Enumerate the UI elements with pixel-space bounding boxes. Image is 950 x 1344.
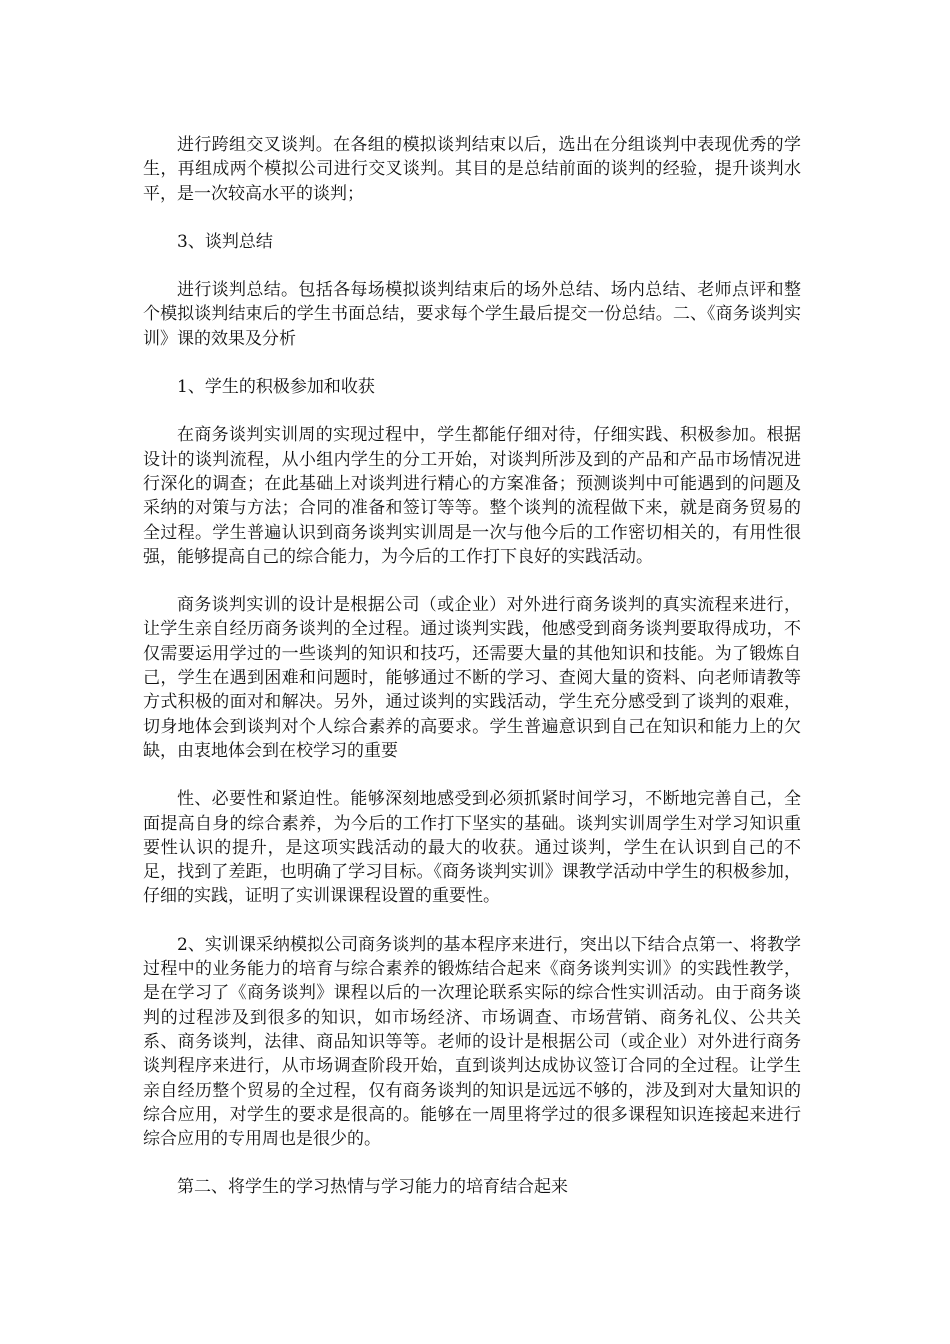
heading-enthusiasm-and-ability: 第二、将学生的学习热情与学习能力的培育结合起来 xyxy=(177,1177,568,1198)
paragraph-training-procedure: 2、实训课采纳模拟公司商务谈判的基本程序来进行，突出以下结合点第一、将教学过程中的业务能力的培育与综合素养的锻炼结合起来《商务谈判实训》的实践性教学，是在学习了《商务谈判》课程以后的一次理论联系实际的综合性实训活动。由于商务谈判的过程涉及到很多的知识，如市场经济、市场调查、市场营销、商务礼仪、公共关系、商务谈判，法律、商品知识等等。老师的设计是根据公司（或企业）对外进行商务谈判程序来进行，从市场调查阶段开始，直到谈判达成协议签订合同的全过程。让学生亲自经历整个贸易的全过程，仅有商务谈判的知识是远远不够的，涉及到对大量知识的综合应用，对学生的要求是很高的。能够在一周里将学过的很多课程知识连接起来进行综合应用的专用周也是很少的。 xyxy=(143,934,801,1150)
paragraph-cross-negotiation: 进行跨组交叉谈判。在各组的模拟谈判结束以后，选出在分组谈判中表现优秀的学生，再组成两个模拟公司进行交叉谈判。其目的是总结前面的谈判的经验，提升谈判水平，是一次较高水平的谈判； xyxy=(143,135,801,204)
heading-negotiation-summary: 3、谈判总结 xyxy=(177,231,273,252)
document-body xyxy=(143,133,801,1224)
paragraph-training-design: 商务谈判实训的设计是根据公司（或企业）对外进行商务谈判的真实流程来进行，让学生亲自经历商务谈判的全过程。通过谈判实践，他感受到商务谈判要取得成功，不仅需要运用学过的一些谈判的知识和技巧，还需要大量的其他知识和技能。为了锻炼自己，学生在遇到困难和问题时，能够通过不断的学习、查阅大量的资料、向老师请教等方式积极的面对和解决。另外，通过谈判的实践活动，学生充分感受到了谈判的艰难，切身地体会到谈判对个人综合素养的高要求。学生普遍意识到自己在知识和能力上的欠缺，由衷地体会到在校学习的重要 xyxy=(143,595,801,761)
paragraph-training-week: 在商务谈判实训周的实现过程中，学生都能仔细对待，仔细实践、积极参加。根据设计的谈判流程，从小组内学生的分工开始，对谈判所涉及到的产品和产品市场情况进行深化的调查；在此基础上对谈判进行精心的方案准备；预测谈判中可能遇到的问题及采纳的对策与方法；合同的准备和签订等等。整个谈判的流程做下来，就是商务贸易的全过程。学生普遍认识到商务谈判实训周是一次与他今后的工作密切相关的，有用性很强，能够提高自己的综合能力，为今后的工作打下良好的实践活动。 xyxy=(143,425,801,567)
heading-student-participation: 1、学生的积极参加和收获 xyxy=(177,377,375,398)
paragraph-importance-of-learning: 性、必要性和紧迫性。能够深刻地感受到必须抓紧时间学习，不断地完善自己，全面提高自身的综合素养，为今后的工作打下坚实的基础。谈判实训周学生对学习知识重要性认识的提升，是这项实践活动的最大的收获。通过谈判，学生在认识到自己的不足，找到了差距，也明确了学习目标。《商务谈判实训》课教学活动中学生的积极参加，仔细的实践，证明了实训课课程设置的重要性。 xyxy=(143,789,801,907)
paragraph-summary-details: 进行谈判总结。包括各每场模拟谈判结束后的场外总结、场内总结、老师点评和整个模拟谈判结束后的学生书面总结，要求每个学生最后提交一份总结。二、《商务谈判实训》课的效果及分析 xyxy=(143,280,801,349)
